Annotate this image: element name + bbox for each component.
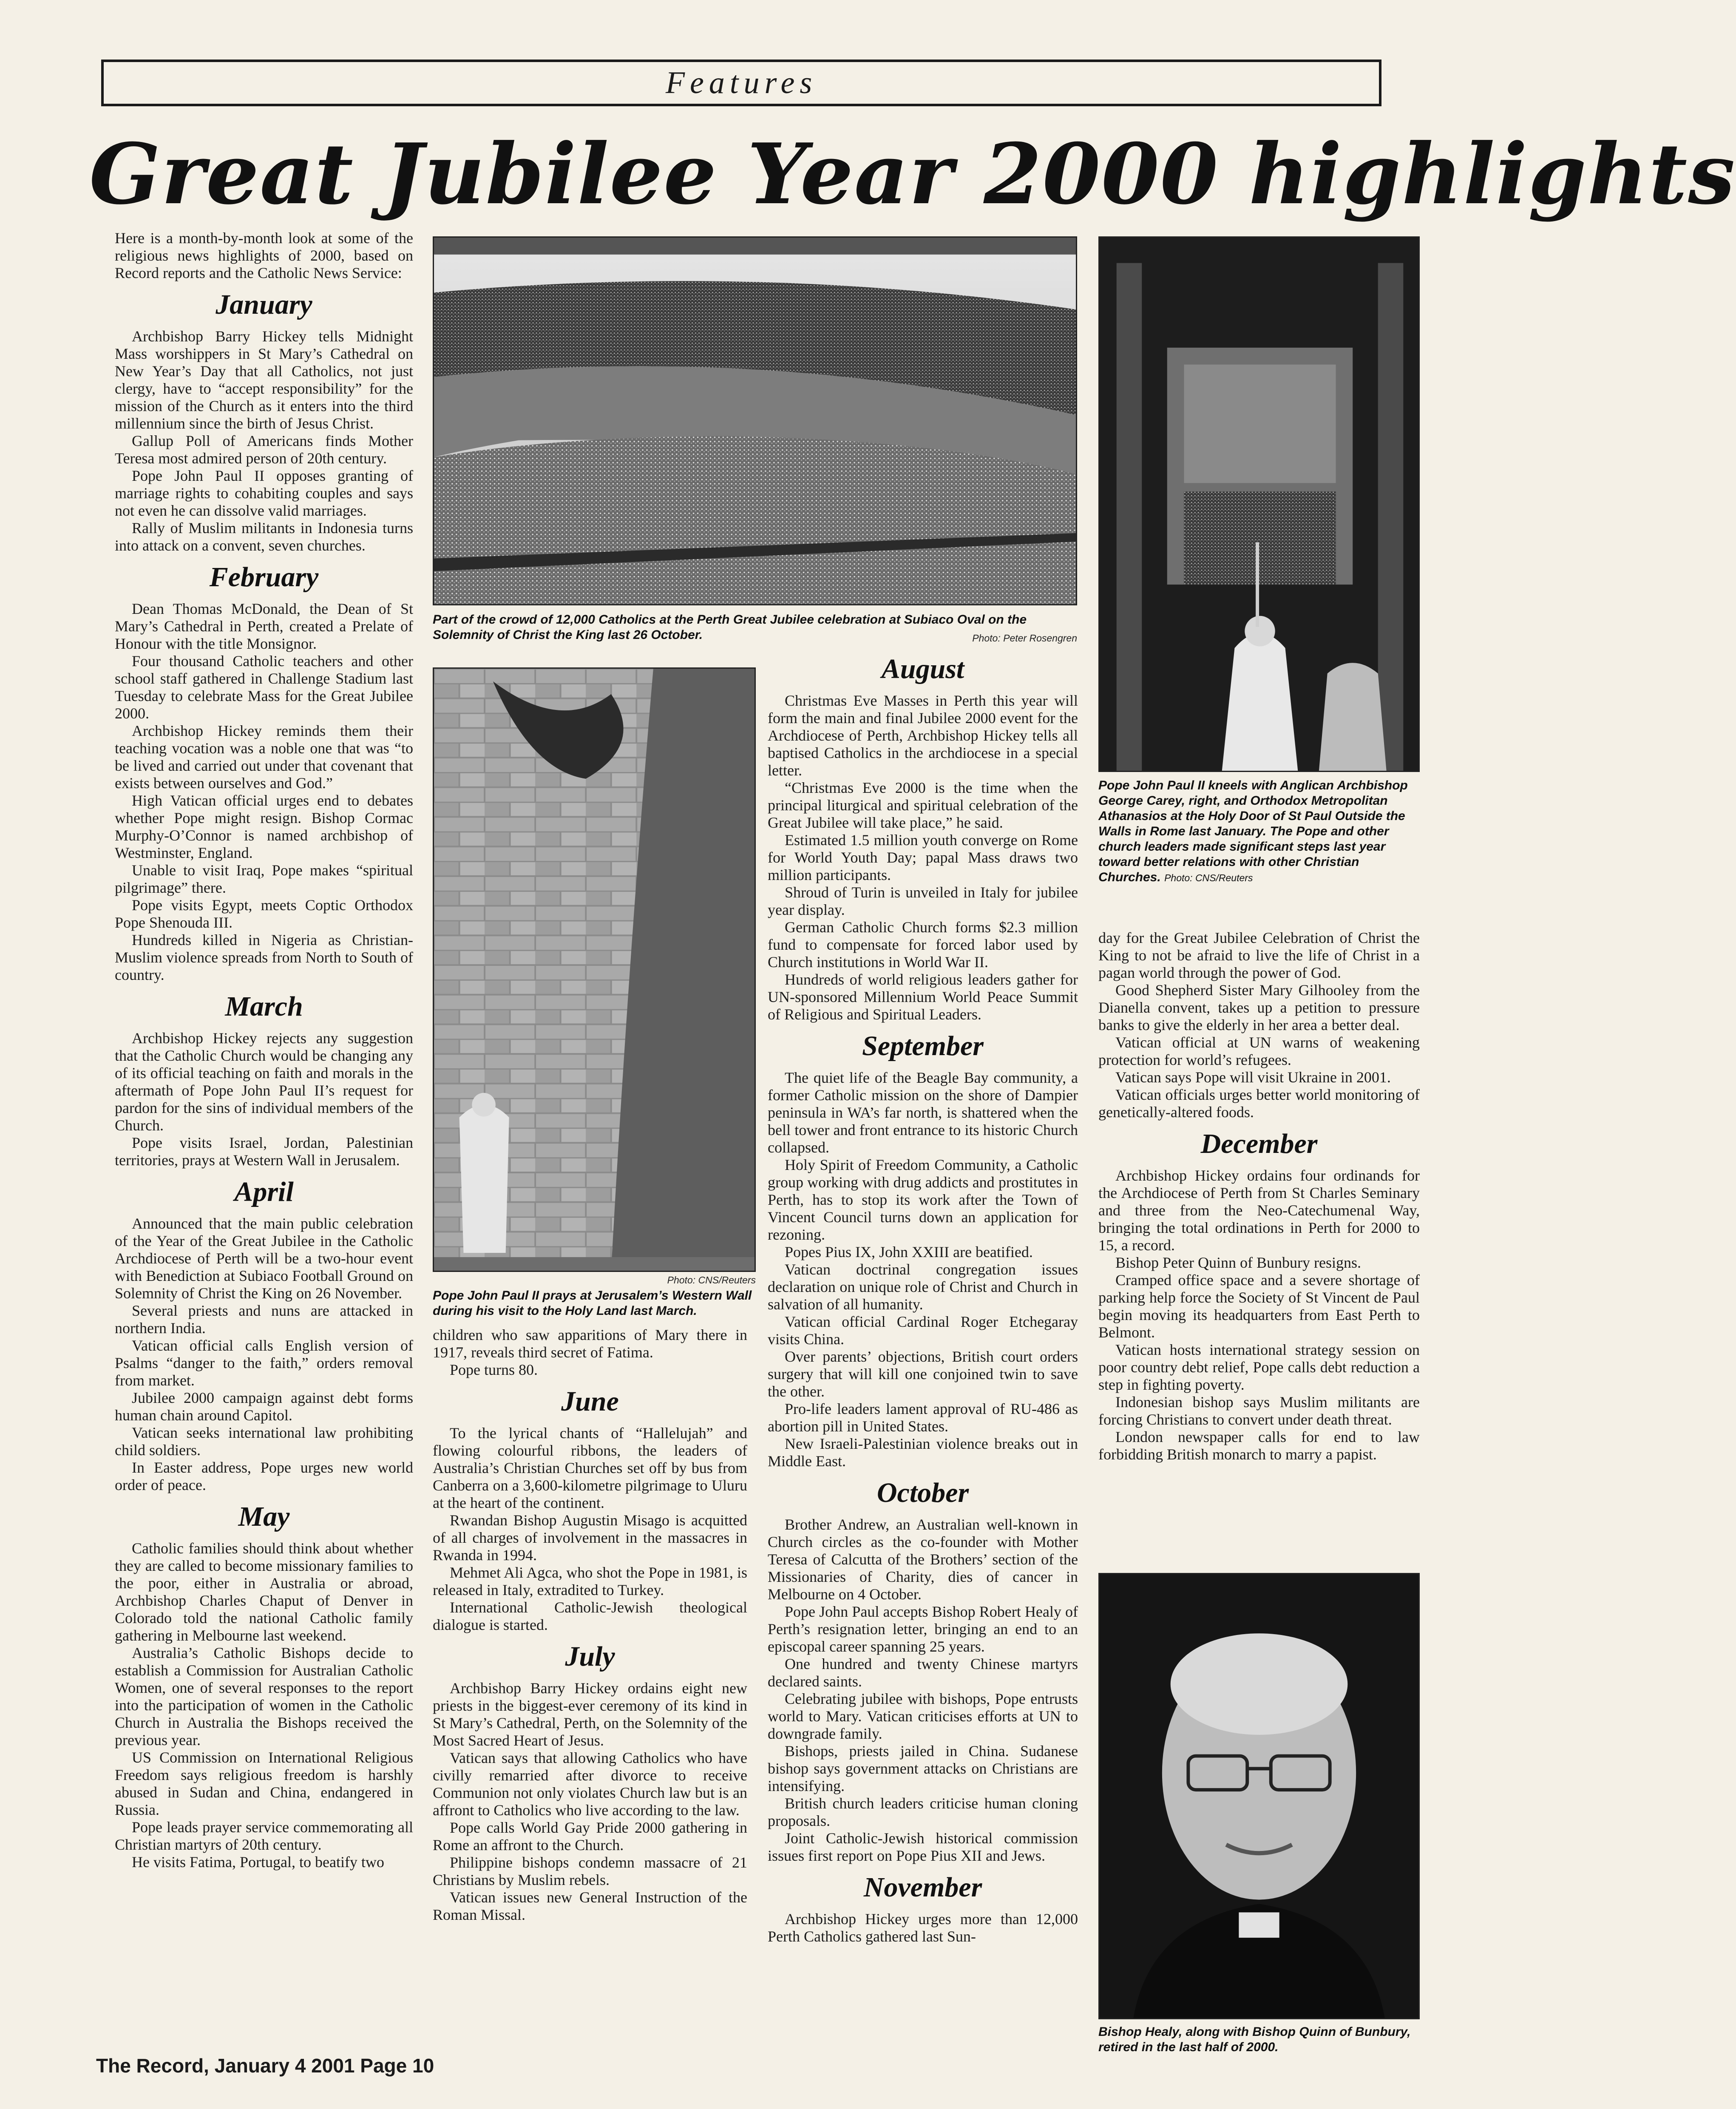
news-item: Gallup Poll of Americans finds Mother Teresa most admired person of 20th century. xyxy=(115,432,413,467)
month-heading-november: November xyxy=(863,1872,982,1903)
news-item: Vatican doctrinal congregation issues declaration on unique role of Christ and Church in salvation of all humanity. xyxy=(768,1261,1078,1313)
news-item: Archbishop Barry Hickey ordains eight new priests in the biggest-ever ceremony of its kind in St Mary’s Cathedral, Perth, on the Solemnity of the Most Sacred Heart of Jesus. xyxy=(433,1680,747,1749)
news-item: Mehmet Ali Agca, who shot the Pope in 1981, is released in Italy, extradited to Turkey. xyxy=(433,1564,747,1598)
news-item: Vatican seeks international law prohibiting child soldiers. xyxy=(115,1424,413,1459)
news-item: Vatican hosts international strategy session on poor country debt relief, Pope calls debt reduction a step in fighting poverty. xyxy=(1098,1341,1420,1393)
news-item: High Vatican official urges end to debates whether Pope might resign. Bishop Cormac Murphy-O’Connor is named archbishop of Westminster, England. xyxy=(115,792,413,861)
month-heading-may: May xyxy=(238,1501,290,1532)
month-heading-march: March xyxy=(225,991,303,1022)
news-item: Over parents’ objections, British court orders surgery that will kill one conjoined twin to save the other. xyxy=(768,1348,1078,1400)
news-item: Hundreds killed in Nigeria as Christian-Muslim violence spreads from North to South of country. xyxy=(115,931,413,983)
column-4 xyxy=(1098,929,1420,1567)
news-item: Unable to visit Iraq, Pope makes “spiritual pilgrimage” there. xyxy=(115,862,413,896)
news-item: Cramped office space and a severe shortage of parking help force the Society of St Vincent de Paul begin moving its headquarters from East Perth to Belmont. xyxy=(1098,1272,1420,1341)
news-item: Holy Spirit of Freedom Community, a Catholic group working with drug addicts and prostitutes in Perth, has to stop its work after the Town of Vincent Council turns down an application for rezoning. xyxy=(768,1156,1078,1243)
news-item: Dean Thomas McDonald, the Dean of St Mary’s Cathedral in Perth, created a Prelate of Honour with the title Monsignor. xyxy=(115,600,413,652)
month-heading-august: August xyxy=(881,653,964,684)
headline: Great Jubilee Year 2000 highlights xyxy=(89,125,1736,223)
holy-door-credit: Photo: CNS/Reuters xyxy=(1164,872,1253,883)
month-heading-june: June xyxy=(561,1386,619,1417)
news-item: Pope turns 80. xyxy=(450,1361,538,1378)
news-item: Vatican official Cardinal Roger Etchegaray visits China. xyxy=(768,1313,1078,1348)
news-item: Australia’s Catholic Bishops decide to establish a Commission for Australian Catholic Women, one of several responses to the report into the participation of women in the Catholic Church in Australia the Bishops received the previous year. xyxy=(115,1644,413,1749)
section-bar xyxy=(101,60,1381,106)
news-item: Catholic families should think about whether they are called to become missionary families to the poor, either in Australia or abroad, Archbishop Charles Chaput of Denver in Colorado told the national Catholic family gathering in Melbourne last weekend. xyxy=(115,1540,413,1644)
news-item: Celebrating jubilee with bishops, Pope entrusts world to Mary. Vatican criticises efforts at UN to downgrade family. xyxy=(768,1690,1078,1742)
news-item: Hundreds of world religious leaders gather for UN-sponsored Millennium World Peace Summit of Religious and Spiritual Leaders. xyxy=(768,971,1078,1023)
stadium-photo-credit: Photo: Peter Rosengren xyxy=(972,633,1077,644)
news-item: Good Shepherd Sister Mary Gilhooley from the Dianella convent, takes up a petition to pressure banks to give the elderly in her area a better deal. xyxy=(1098,982,1420,1033)
news-item: The quiet life of the Beagle Bay community, a former Catholic mission on the shore of Dampier peninsula in WA’s far north, is shattered when the bell tower and front entrance to its historic Church collapsed. xyxy=(768,1069,1078,1156)
stadium-photo-caption: Part of the crowd of 12,000 Catholics at the Perth Great Jubilee celebration at Subiaco Oval on the Solemnity of Christ the King last 26 October. xyxy=(433,613,1027,642)
stadium-crowd-photo xyxy=(433,236,1077,605)
holy-door-caption: Pope John Paul II kneels with Anglican Archbishop George Carey, right, and Orthodox Metropolitan Athanasios at the Holy Door of St Paul Outside the Walls in Rome last January. The Pope and other church leaders made significant steps last year toward better relations with other Christian Churches. Photo: CNS/Reuters xyxy=(1098,778,1408,884)
news-item: Several priests and nuns are attacked in northern India. xyxy=(115,1302,413,1337)
healy-caption: Bishop Healy, along with Bishop Quinn of Bunbury, retired in the last half of 2000. xyxy=(1098,2025,1411,2054)
news-item: In Easter address, Pope urges new world order of peace. xyxy=(115,1459,413,1493)
month-heading-february: February xyxy=(209,562,319,593)
news-item: Estimated 1.5 million youth converge on Rome for World Youth Day; papal Mass draws two million participants. xyxy=(768,832,1078,883)
month-heading-january: January xyxy=(216,289,312,320)
news-item: London newspaper calls for end to law forbidding British monarch to marry a papist. xyxy=(1098,1428,1420,1463)
news-item: Pope John Paul accepts Bishop Robert Healy of Perth’s resignation letter, bringing an end to an episcopal career spanning 25 years. xyxy=(768,1603,1078,1655)
column-1 xyxy=(115,230,413,2036)
news-item: Pro-life leaders lament approval of RU-486 as abortion pill in United States. xyxy=(768,1400,1078,1435)
news-item: German Catholic Church forms $2.3 million fund to compensate for forced labor used by Church institutions in World War II. xyxy=(768,919,1078,971)
news-item: To the lyrical chants of “Hallelujah” and flowing colourful ribbons, the leaders of Australia’s Christian Churches set off by bus from Canberra on a 3,600-kilometre pilgrimage to Uluru at the heart of the continent. xyxy=(433,1425,747,1511)
news-item: Vatican says Pope will visit Ukraine in 2001. xyxy=(1115,1069,1391,1086)
news-item: Announced that the main public celebration of the Year of the Great Jubilee in the Catholic Archdiocese of Perth will be a two-hour event with Benediction at Subiaco Football Ground on Solemnity of Christ the King on 26 November. xyxy=(115,1215,413,1302)
news-item: Archbishop Hickey ordains four ordinands for the Archdiocese of Perth from St Charles Seminary and three from the Neo-Catechumenal Way, bringing the total ordinations in Perth for 2000 to 15, a record. xyxy=(1098,1167,1420,1254)
bishop-healy-portrait xyxy=(1098,1573,1420,2019)
news-item: Rwandan Bishop Augustin Misago is acquitted of all charges of involvement in the massacres in Rwanda in 1994. xyxy=(433,1512,747,1564)
news-item: Pope calls World Gay Pride 2000 gathering in Rome an affront to the Church. xyxy=(433,1819,747,1854)
month-heading-october: October xyxy=(877,1477,969,1508)
news-item: Jubilee 2000 campaign against debt forms human chain around Capitol. xyxy=(115,1389,413,1424)
news-item: Pope visits Egypt, meets Coptic Orthodox Pope Shenouda III. xyxy=(115,897,413,931)
western-wall-credit: Photo: CNS/Reuters xyxy=(667,1274,756,1286)
month-heading-july: July xyxy=(565,1641,615,1672)
month-heading-april: April xyxy=(234,1176,294,1207)
news-item: Bishops, priests jailed in China. Sudanese bishop says government attacks on Christians are intensifying. xyxy=(768,1743,1078,1794)
news-item: day for the Great Jubilee Celebration of Christ the King to not be afraid to live the life of Christ in a pagan world through the power of God. xyxy=(1098,929,1420,981)
news-item: “Christmas Eve 2000 is the time when the principal liturgical and spiritual celebration of the Great Jubilee will take place,” he said. xyxy=(768,779,1078,831)
news-item: He visits Fatima, Portugal, to beatify two xyxy=(132,1854,384,1871)
news-item: Rally of Muslim militants in Indonesia turns into attack on a convent, seven churches. xyxy=(115,519,413,554)
news-item: Shroud of Turin is unveiled in Italy for jubilee year display. xyxy=(768,884,1078,918)
news-item: Vatican issues new General Instruction of the Roman Missal. xyxy=(433,1889,747,1923)
news-item: Archbishop Hickey reminds them their teaching vocation was a noble one that was “to be lived and carried out under that covenant that exists between ourselves and God.” xyxy=(115,722,413,792)
news-item: Pope visits Israel, Jordan, Palestinian territories, prays at Western Wall in Jerusalem. xyxy=(115,1134,413,1169)
news-item: children who saw apparitions of Mary there in 1917, reveals third secret of Fatima. xyxy=(433,1326,747,1361)
holy-door-photo xyxy=(1098,236,1420,772)
column-3 xyxy=(768,646,1078,2041)
month-heading-december: December xyxy=(1200,1128,1318,1159)
news-item: Philippine bishops condemn massacre of 21 Christians by Muslim rebels. xyxy=(433,1854,747,1888)
news-item: Brother Andrew, an Australian well-known in Church circles as the co-founder with Mother Teresa of Calcutta of the Brothers’ section of the Missionaries of Charity, dies of cancer in Melbourne on 4 October. xyxy=(768,1516,1078,1603)
month-heading-september: September xyxy=(862,1030,984,1062)
news-item: Archbishop Hickey urges more than 12,000 Perth Catholics gathered last Sun- xyxy=(768,1910,1078,1945)
section-label: Features xyxy=(665,65,817,100)
news-item: Vatican official calls English version of Psalms “danger to the faith,” orders removal from market. xyxy=(115,1337,413,1389)
news-item: US Commission on International Religious Freedom says religious freedom is harshly abused in Sudan and China, endangered in Russia. xyxy=(115,1749,413,1818)
news-item: Popes Pius IX, John XXIII are beatified. xyxy=(785,1243,1033,1260)
intro-text: Here is a month-by-month look at some of the religious news highlights of 2000, based on Record reports and the Catholic News Service: xyxy=(115,230,413,281)
news-item: Vatican official at UN warns of weakening protection for world’s refugees. xyxy=(1098,1034,1420,1068)
news-item: New Israeli-Palestinian violence breaks out in Middle East. xyxy=(768,1435,1078,1470)
news-item: One hundred and twenty Chinese martyrs declared saints. xyxy=(768,1655,1078,1690)
news-item: Christmas Eve Masses in Perth this year will form the main and final Jubilee 2000 event for the Archdiocese of Perth, Archbishop Hickey tells all baptised Catholics in the archdiocese in a special letter. xyxy=(768,692,1078,779)
column-2 xyxy=(433,1326,747,2041)
news-item: Archbishop Hickey rejects any suggestion that the Catholic Church would be changing any of its official teaching on faith and morals in the aftermath of Pope John Paul II’s request for pardon for the sins of individual members of the Church. xyxy=(115,1030,413,1134)
western-wall-caption: Pope John Paul II prays at Jerusalem’s Western Wall during his visit to the Holy Land last March. xyxy=(433,1289,752,1318)
news-item: Indonesian bishop says Muslim militants are forcing Christians to convert under death threat. xyxy=(1098,1394,1420,1428)
news-item: International Catholic-Jewish theological dialogue is started. xyxy=(433,1599,747,1633)
news-item: Archbishop Barry Hickey tells Midnight Mass worshippers in St Mary’s Cathedral on New Year’s Day that all Catholics, not just clergy, have to “accept responsibility” for the mission of the Church as it enters into the third millennium since the birth of Jesus Christ. xyxy=(115,328,413,432)
news-item: British church leaders criticise human cloning proposals. xyxy=(768,1795,1078,1829)
news-item: Four thousand Catholic teachers and other school staff gathered in Challenge Stadium last Tuesday to celebrate Mass for the Great Jubilee 2000. xyxy=(115,653,413,722)
news-item: Bishop Peter Quinn of Bunbury resigns. xyxy=(1115,1254,1361,1271)
news-item: Pope John Paul II opposes granting of marriage rights to cohabiting couples and says not even he can dissolve valid marriages. xyxy=(115,467,413,519)
western-wall-photo xyxy=(433,667,756,1272)
news-item: Pope leads prayer service commemorating all Christian martyrs of 20th century. xyxy=(115,1819,413,1853)
news-item: Joint Catholic-Jewish historical commission issues first report on Pope Pius XII and Jews. xyxy=(768,1830,1078,1864)
page-footer: The Record, January 4 2001 Page 10 xyxy=(96,2055,434,2077)
news-item: Vatican says that allowing Catholics who have civilly remarried after divorce to receive Communion not only violates Church law but is an affront to Catholics who live according to the law. xyxy=(433,1749,747,1819)
news-item: Vatican officials urges better world monitoring of genetically-altered foods. xyxy=(1098,1086,1420,1121)
